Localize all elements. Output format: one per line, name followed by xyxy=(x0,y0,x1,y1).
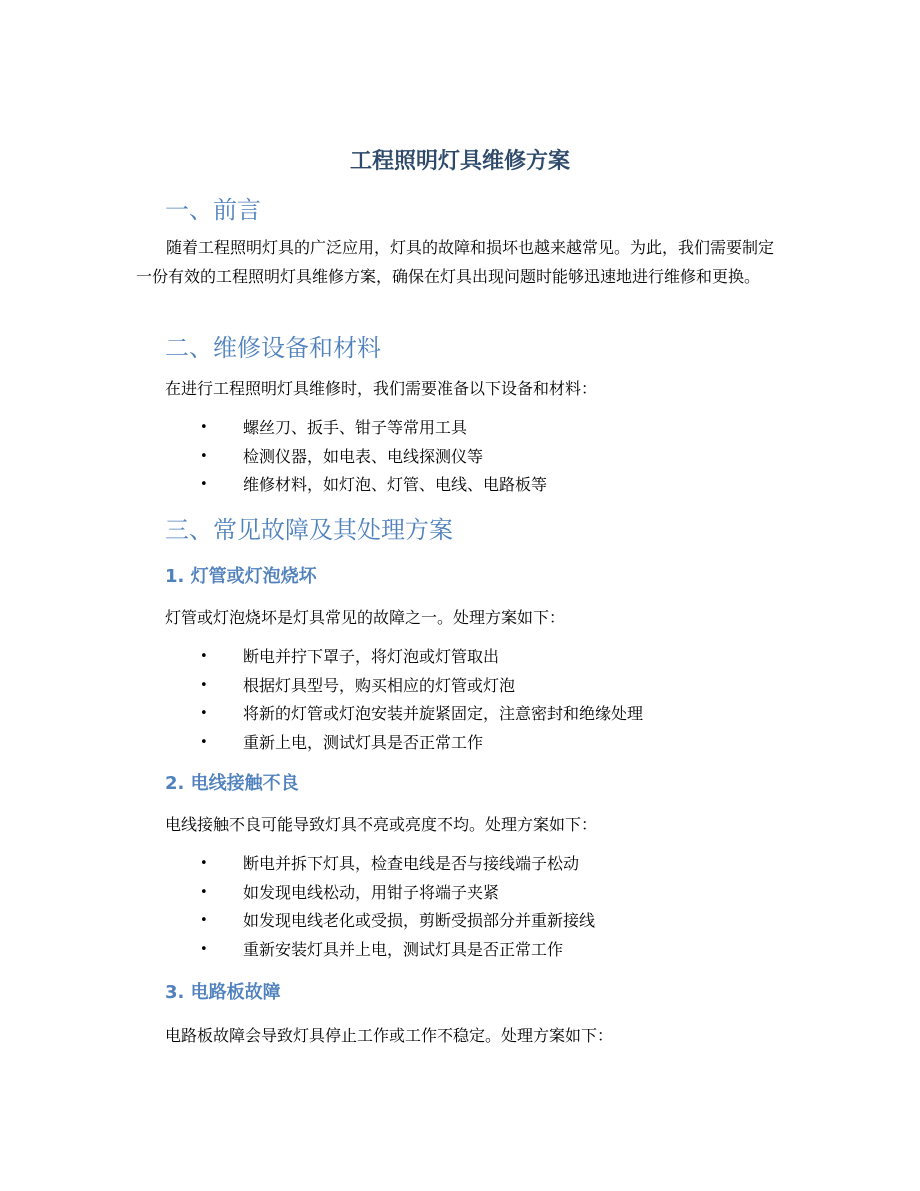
list-item-text: 如发现电线老化或受损，剪断受损部分并重新接线 xyxy=(243,911,596,930)
list-item-text: 螺丝刀、扳手、钳子等常用工具 xyxy=(243,418,468,437)
subsection-heading-bulb-burnout: 1. 灯管或灯泡烧坏 xyxy=(165,566,317,587)
list-item-text: 如发现电线松动，用钳子将端子夹紧 xyxy=(243,882,500,902)
list-item-text: 重新上电，测试灯具是否正常工作 xyxy=(243,732,484,752)
loose-wire-intro: 电线接触不良可能导致灯具不亮或亮度不均。处理方案如下： xyxy=(165,815,598,834)
section-heading-preface: 一、前言 xyxy=(165,196,261,224)
bullet-icon: • xyxy=(200,677,208,693)
document-title: 工程照明灯具维修方案 xyxy=(349,148,570,174)
bullet-icon: • xyxy=(200,734,208,750)
subsection-heading-circuit-board: 3. 电路板故障 xyxy=(165,982,281,1003)
preface-paragraph: 随着工程照明灯具的广泛应用，灯具的故障和损坏也越来越常见。为此，我们需要制定一份有效的工程照明灯具维修方案，确保在灯具出现问题时能够迅速地进行维修和更换。 xyxy=(136,238,775,286)
subsection-heading-loose-wire: 2. 电线接触不良 xyxy=(165,773,299,794)
bullet-icon: • xyxy=(200,884,208,900)
bullet-icon: • xyxy=(200,856,208,871)
bullet-icon: • xyxy=(200,448,208,464)
list-item-text: 断电并拧下罩子，将灯泡或灯管取出 xyxy=(243,647,500,666)
bulb-burnout-intro: 灯管或灯泡烧坏是灯具常见的故障之一。处理方案如下： xyxy=(165,608,566,627)
bullet-icon: • xyxy=(200,941,208,957)
list-item-text: 检测仪器，如电表、电线探测仪等 xyxy=(243,446,484,466)
list-item-text: 将新的灯管或灯泡安装并旋紧固定，注意密封和绝缘处理 xyxy=(243,704,644,723)
equipment-intro: 在进行工程照明灯具维修时，我们需要准备以下设备和材料： xyxy=(165,379,598,398)
list-item-text: 根据灯具型号，购买相应的灯管或灯泡 xyxy=(243,675,516,695)
list-item-text: 断电并拆下灯具，检查电线是否与接线端子松动 xyxy=(243,854,580,873)
list-item-text: 重新安装灯具并上电，测试灯具是否正常工作 xyxy=(243,939,564,959)
bullet-icon: • xyxy=(200,913,208,928)
bullet-icon: • xyxy=(200,420,208,435)
section-heading-equipment: 二、维修设备和材料 xyxy=(165,334,381,362)
bullet-icon: • xyxy=(200,649,208,664)
list-item-text: 维修材料，如灯泡、灯管、电线、电路板等 xyxy=(243,475,548,494)
section-heading-common-faults: 三、常见故障及其处理方案 xyxy=(165,516,453,544)
circuit-board-intro: 电路板故障会导致灯具停止工作或工作不稳定。处理方案如下： xyxy=(165,1026,614,1045)
bullet-icon: • xyxy=(200,477,208,492)
bullet-icon: • xyxy=(200,706,208,721)
